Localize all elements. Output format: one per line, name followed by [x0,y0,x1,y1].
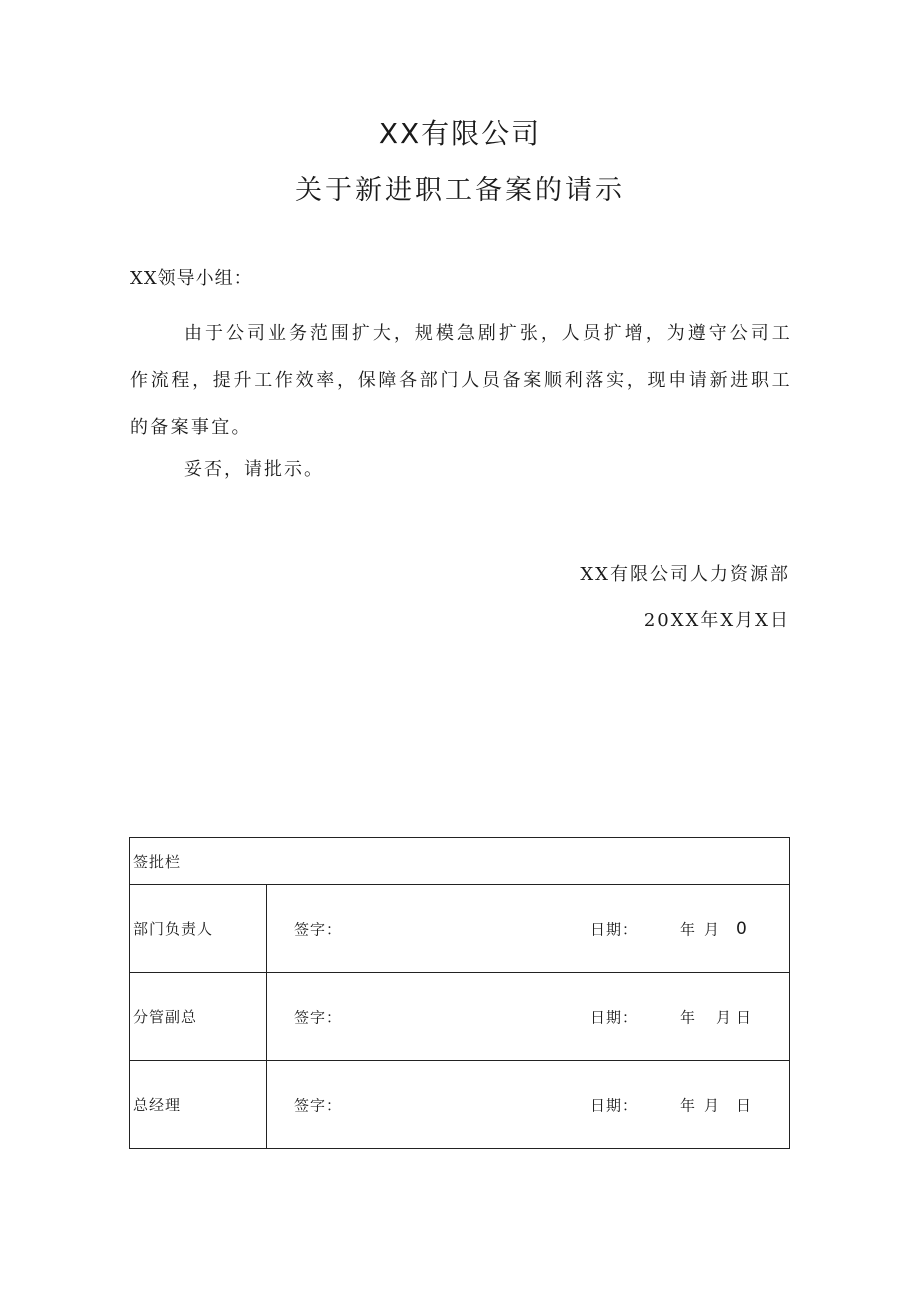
body-paragraph: 由于公司业务范围扩大，规模急剧扩张，人员扩增，为遵守公司工作流程，提升工作效率，保障各部门人员备案顺利落实，现申请新进职工的备案事宜。 [130,323,792,438]
approval-table-header-row [130,838,790,885]
approval-role: 总经理 [130,1061,267,1149]
approval-sign-cell[interactable] [267,973,790,1061]
approval-sign-cell[interactable] [267,1061,790,1149]
sign-label: 签字： [294,1008,343,1026]
signature-department: XX有限公司人力资源部 [580,564,790,585]
approval-role: 部门负责人 [130,885,267,973]
date-label: 日期： [590,1096,639,1114]
year-label: 年 [680,1096,697,1114]
approval-row-vp [130,973,790,1061]
document-title: 关于新进职工备案的请示 [295,175,625,206]
sign-label: 签字： [294,920,343,938]
approval-sign-cell[interactable] [267,885,790,973]
date-label: 日期： [590,920,639,938]
day-label: 日 [736,1096,753,1114]
day-label: 0 [736,918,748,939]
recipient-line: XX领导小组： [130,268,253,289]
approval-row-dept-head [130,885,790,973]
sign-label: 签字： [294,1096,343,1114]
year-label: 年 [680,920,697,938]
date-label: 日期： [590,1008,639,1026]
closing-line: 妥否，请批示。 [184,459,324,480]
org-title: XX有限公司 [378,117,542,150]
approval-table [129,837,790,1149]
day-label: 日 [736,1008,753,1026]
approval-row-gm [130,1061,790,1149]
approval-table-header: 签批栏 [130,838,790,885]
signature-date: 20XX年X月X日 [643,610,790,631]
month-label: 月 [704,1096,721,1114]
month-label: 月 [716,1008,733,1026]
year-label: 年 [680,1008,697,1026]
approval-role: 分管副总 [130,973,267,1061]
month-label: 月 [704,920,721,938]
